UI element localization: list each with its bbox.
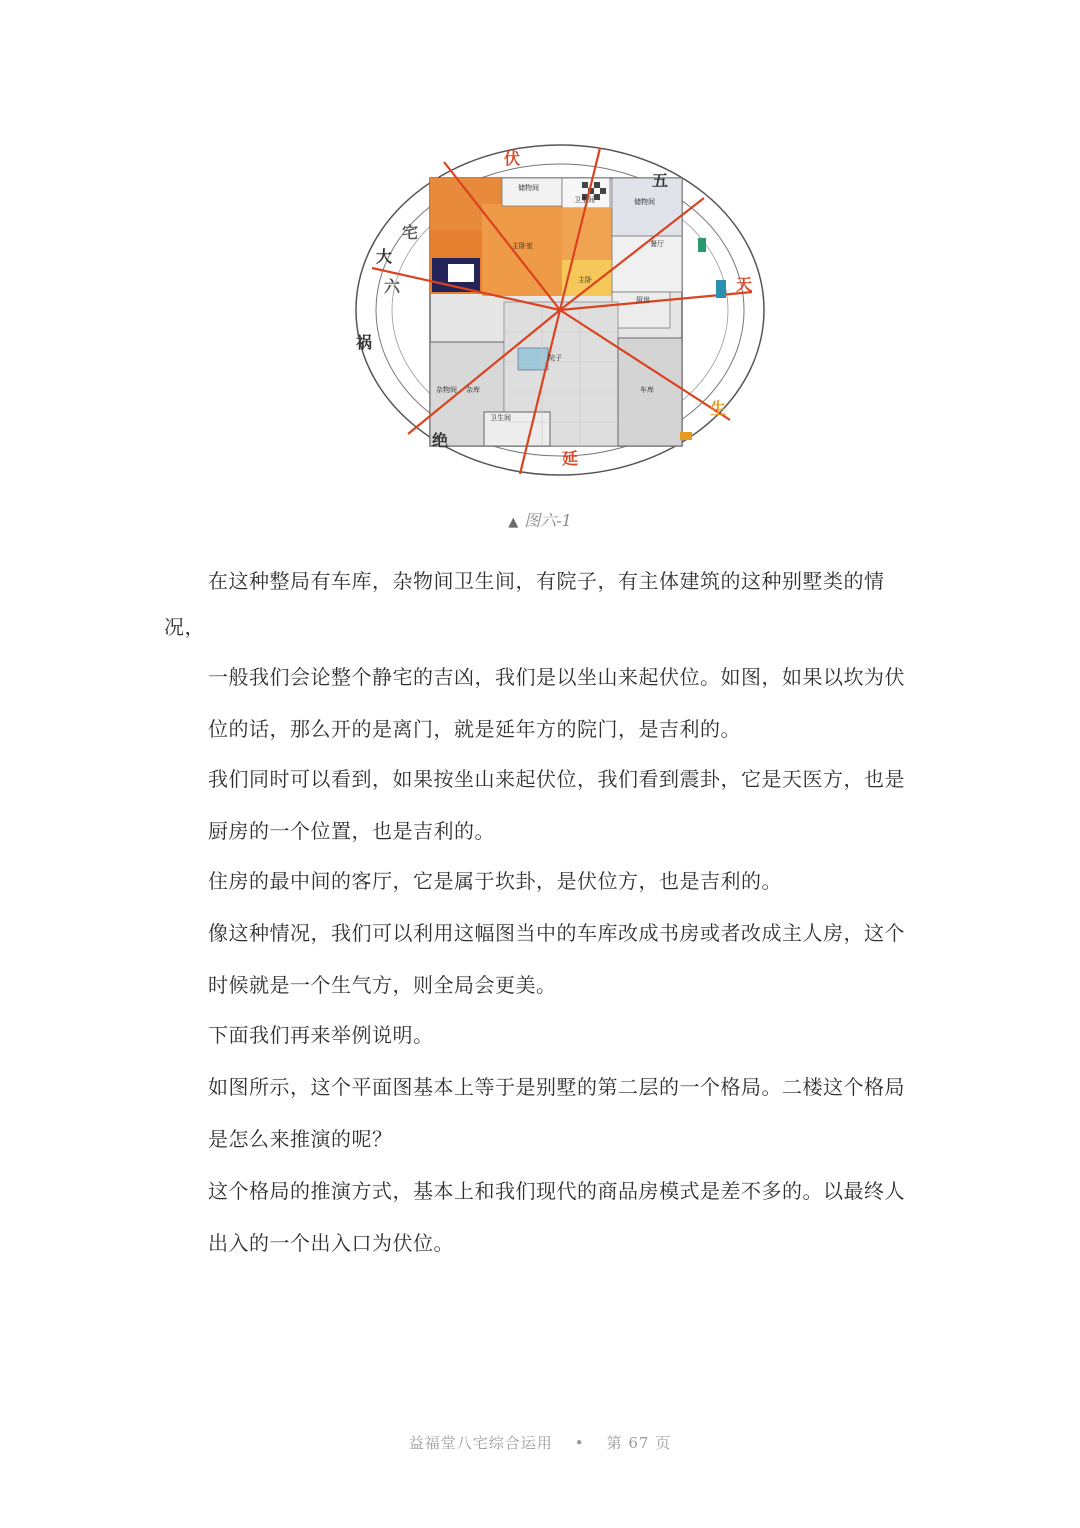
room-label: 卫生间 — [490, 414, 511, 422]
ring-character: 生 — [710, 399, 727, 418]
triangle-icon: ▲ — [508, 515, 519, 530]
ring-character: 六 — [384, 277, 401, 296]
footer-separator: • — [574, 1434, 585, 1452]
paragraph-line: 出入的一个出入口为伏位。 — [208, 1231, 454, 1255]
room-label: 储物间 — [518, 184, 539, 192]
room-label: 主卧室 — [512, 242, 533, 250]
paragraph-line: 位的话，那么开的是离门，就是延年方的院门，是吉利的。 — [208, 717, 741, 741]
room-label: 餐厅 — [650, 240, 664, 248]
paragraph-line: 下面我们再来举例说明。 — [208, 1023, 434, 1047]
page-number: 第 67 页 — [606, 1434, 672, 1452]
floor-plan-figure — [352, 142, 768, 478]
paragraph-line: 一般我们会论整个静宅的吉凶，我们是以坐山来起伏位。如图，如果以坎为伏 — [208, 665, 905, 689]
room-label: 卫生间 — [574, 196, 595, 204]
paragraph-line: 住房的最中间的客厅，它是属于坎卦，是伏位方，也是吉利的。 — [208, 869, 782, 893]
floor-plan-diagram — [352, 142, 768, 478]
ring-character: 五 — [652, 171, 669, 190]
paragraph-line: 厨房的一个位置，也是吉利的。 — [208, 819, 495, 843]
ring-character: 伏 — [504, 149, 521, 168]
book-title: 益福堂八宅综合运用 — [408, 1434, 553, 1452]
paragraph-line: 如图所示，这个平面图基本上等于是别墅的第二层的一个格局。二楼这个格局 — [208, 1075, 905, 1099]
ring-character: 祸 — [356, 333, 373, 352]
ring-character: 延 — [562, 449, 579, 468]
room-label: 杂物间 — [436, 386, 457, 394]
room-label: 杂库 — [466, 386, 480, 394]
paragraph-line: 像这种情况，我们可以利用这幅图当中的车库改成书房或者改成主人房，这个 — [208, 921, 905, 945]
ring-character: 绝 — [432, 431, 449, 450]
paragraph-line: 时候就是一个生气方，则全局会更美。 — [208, 973, 557, 997]
room-label: 院子 — [548, 354, 562, 362]
ring-character: 大 — [376, 247, 393, 266]
paragraph-line: 这个格局的推演方式，基本上和我们现代的商品房模式是差不多的。以最终人 — [208, 1179, 905, 1203]
page-footer — [0, 1432, 1080, 1453]
figure-caption — [0, 508, 1080, 531]
paragraph-line: 是怎么来推演的呢？ — [208, 1127, 393, 1151]
room-label: 厨房 — [636, 296, 650, 304]
figure-caption-text: 图六-1 — [524, 511, 572, 530]
ring-character: 宅 — [402, 223, 419, 242]
paragraph-line: 在这种整局有车库，杂物间卫生间，有院子，有主体建筑的这种别墅类的情 — [208, 569, 885, 593]
paragraph-line: 我们同时可以看到，如果按坐山来起伏位，我们看到震卦，它是天医方，也是 — [208, 767, 905, 791]
room-label: 储物间 — [634, 198, 655, 206]
room-label: 主卧 — [578, 276, 592, 284]
paragraph-line: 况， — [164, 615, 205, 639]
room-label: 车库 — [640, 386, 654, 394]
ring-character: 天 — [736, 275, 753, 294]
